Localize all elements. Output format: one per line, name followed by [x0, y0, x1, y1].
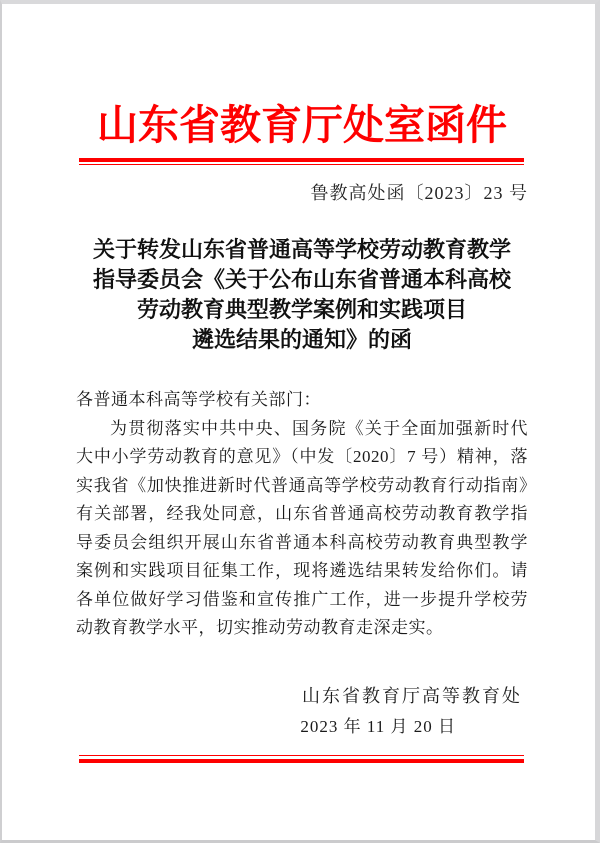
red-rule-bottom	[79, 755, 524, 763]
subject-title	[76, 235, 528, 355]
document-content	[76, 4, 528, 738]
issue-date: 2023 年 11 月 20 日	[300, 716, 456, 736]
subject-line: 劳动教育典型教学案例和实践项目	[136, 297, 467, 322]
signer-name: 山东省教育厅高等教育处	[302, 685, 522, 706]
body-paragraph: 为贯彻落实中共中央、国务院《关于全面加强新时代大中小学劳动教育的意见》（中发〔2020〕7 号）精神，落实我省《加快推进新时代普通高等学校劳动教育行动指南》有关部署，经我处同意，山东省普通高校劳动教育教学指导委员会组织开展山东省普通本科高校劳动教育典型教学案例和实践项目征集工作，现将遴选结果转发给你们。请各单位做好学习借鉴和宣传推广工作，进一步提升学校劳动教育教学水平，切实推动劳动教育走深走实。	[76, 418, 528, 637]
salutation: 各普通本科高等学校有关部门：	[76, 390, 321, 409]
subject-line: 指导委员会《关于公布山东省普通本科高校	[92, 267, 511, 292]
document-number: 鲁教高处函〔2023〕23 号	[310, 183, 528, 203]
letterhead-title: 山东省教育厅处室函件	[97, 102, 507, 148]
subject-line: 关于转发山东省普通高等学校劳动教育教学	[92, 237, 511, 262]
red-rule-top	[79, 158, 524, 165]
subject-line: 遴选结果的通知》的函	[191, 327, 412, 352]
